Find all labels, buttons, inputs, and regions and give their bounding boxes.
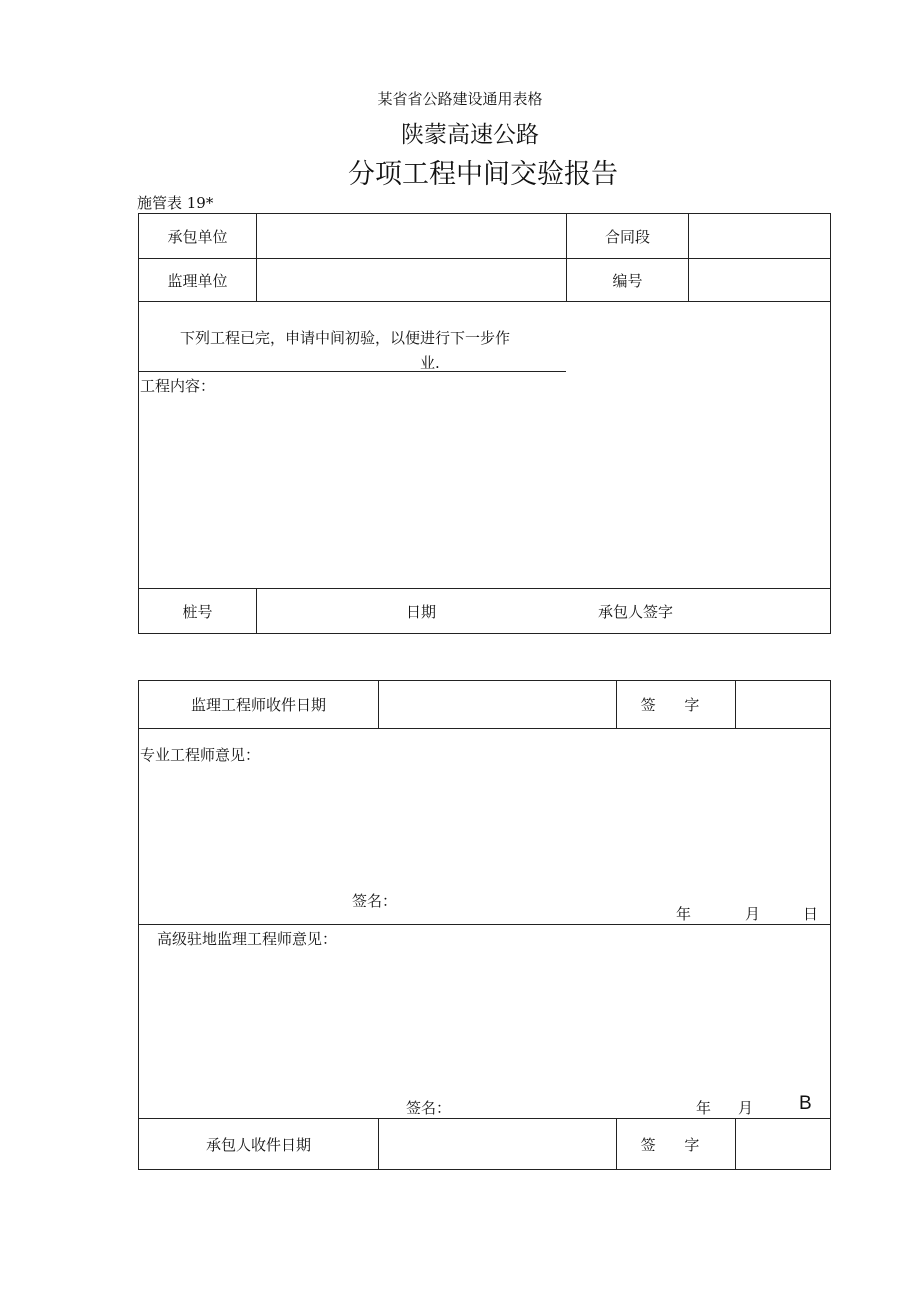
supervisor-label: 监理单位 [167,271,228,290]
specialist-opinion-label: 专业工程师意见： [140,746,261,764]
senior-opinion-field[interactable] [139,952,829,1087]
request-statement-line2: 业. [420,354,440,372]
date-label: 日期 [406,603,437,621]
contractor-signature-label: 承包人签字 [598,603,674,621]
contractor-label: 承包单位 [167,227,228,246]
serial-number-label: 编号 [612,271,643,290]
contract-section-label: 合同段 [604,227,650,246]
senior-day-label: B [799,1093,812,1114]
specialist-signature-label: 签名： [352,892,398,910]
specialist-month-label: 月 [745,905,761,923]
form-number: 施管表 19* [137,194,214,212]
contractor-receive-signature-field[interactable] [736,1119,830,1169]
senior-opinion-label: 高级驻地监理工程师意见： [157,930,338,948]
work-content-label: 工程内容： [140,377,216,395]
specialist-year-label: 年 [676,905,692,923]
specialist-day-label: 日 [803,905,819,923]
senior-signature-label: 签名： [406,1099,452,1117]
contractor-receive-signature-label: 签 字 [640,1135,712,1154]
engineer-signature-label: 签 字 [640,696,712,714]
document-title: 分项工程中间交验报告 [348,159,618,190]
contractor-field[interactable] [257,214,566,258]
work-content-field[interactable] [139,396,829,586]
engineer-receive-date-label: 监理工程师收件日期 [190,696,326,714]
contractor-receive-date-label: 承包人收件日期 [205,1135,311,1154]
engineer-receive-date-field[interactable] [379,681,616,728]
supervisor-field[interactable] [257,259,566,301]
serial-number-field[interactable] [689,259,830,301]
engineer-signature-field[interactable] [736,681,830,728]
senior-year-label: 年 [696,1099,712,1117]
project-name: 陕蒙高速公路 [401,122,539,148]
request-statement-line1: 下列工程已完，申请中间初验，以便进行下一步作 [180,329,511,347]
senior-month-label: 月 [738,1099,754,1117]
stake-number-label: 桩号 [182,602,213,621]
specialist-opinion-field[interactable] [139,766,829,886]
contractor-receive-date-field[interactable] [379,1119,616,1169]
document-supertitle: 某省省公路建设通用表格 [377,90,543,108]
contract-section-field[interactable] [689,214,830,258]
